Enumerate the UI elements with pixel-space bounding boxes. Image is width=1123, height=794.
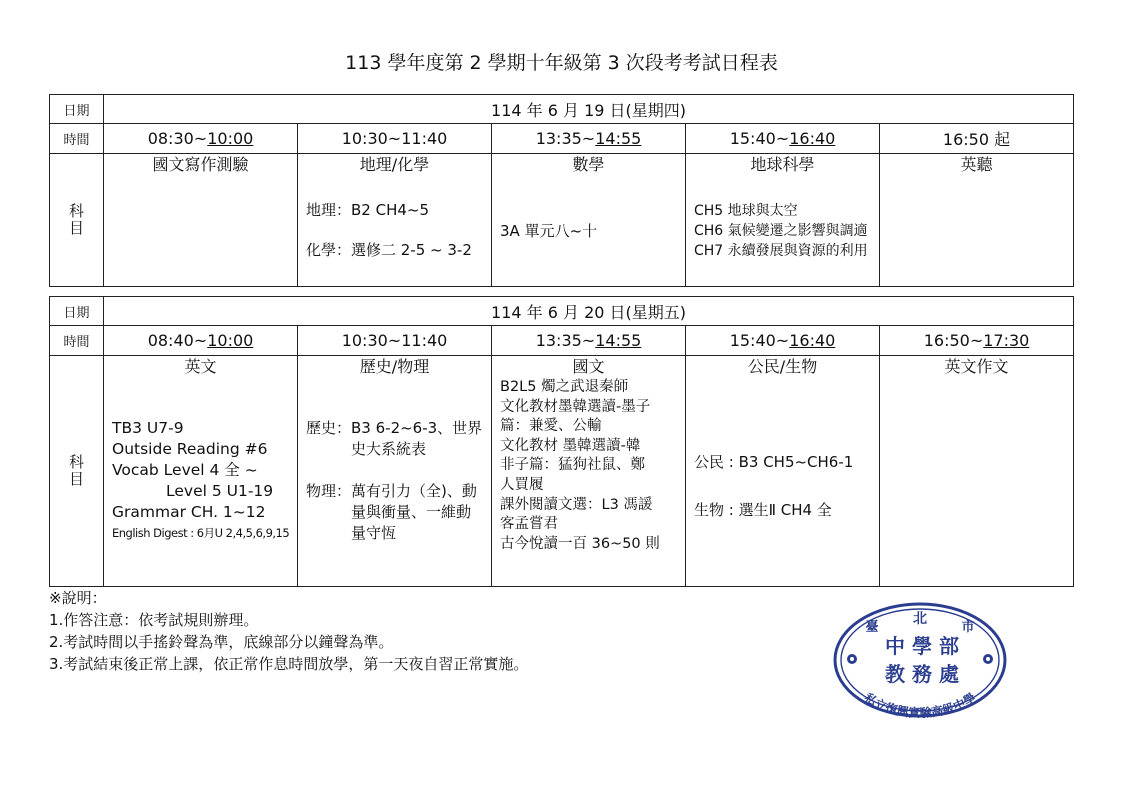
subject-label: 科 目 [50,356,104,587]
date-label: 日期 [50,95,104,124]
seal-text-bottom: 私立復興實驗高級中學 [861,690,979,719]
subject-name: 歷史/物理 [359,357,430,376]
time-slot: 16:50~17:30 [880,326,1074,356]
subject-label: 科 目 [50,154,104,287]
subject-line: 非子篇：猛狗社鼠、鄭 [500,457,645,474]
subject-line: 課外閱讀文選：L3 馮諼 [500,496,653,513]
subject-line: Grammar CH. 1~12 [112,503,266,521]
subject-name: 國文 [572,357,605,376]
physics-line: 物理： 萬有引力（全)、動量與衝量、一維動量守恆 [306,482,477,542]
exam-date: 114 年 6 月 20 日(星期五) [104,297,1074,326]
subject-line: CH6 氣候變遷之影響與調適 [694,223,868,239]
subject-line: 文化教材 墨韓選讀-韓 [500,437,641,454]
time-slot: 16:50 起 [880,124,1074,154]
subject-line: 文化教材墨韓選讀-墨子 [500,398,651,415]
school-seal [832,601,1008,719]
page-title: 113 學年度第 2 學期十年級第 3 次段考考試日程表 [345,52,778,74]
subject-cell [298,154,492,287]
seal-text-row2: 教 務 處 [885,662,959,686]
notes-heading: ※說明： [49,589,107,607]
subject-name: 數學 [572,155,605,174]
subject-cell [104,356,298,587]
subject-line: English Digest : 6月U 2,4,5,6,9,15 [112,526,290,540]
subject-line: Outside Reading #6 [112,440,268,458]
time-label: 時間 [50,124,104,154]
subject-name: 英聽 [960,155,993,174]
subject-name: 公民/生物 [747,357,818,376]
subject-line: 公民 : B3 CH5~CH6-1 [694,453,854,471]
subject-line: B2L5 燭之武退秦師 [500,379,629,395]
time-slot: 10:30~11:40 [298,326,492,356]
subject-line: 古今悅讀一百 36~50 則 [500,535,660,552]
subject-name: 地理/化學 [359,155,430,174]
time-slot: 13:35~14:55 [492,124,686,154]
subject-cell [686,356,880,587]
subject-name: 英文 [184,357,217,376]
subject-line: TB3 U7-9 [112,419,184,437]
seal-text-top-right: 市 [961,620,975,635]
subject-line: 人買履 [500,476,544,493]
subject-line: 化學：選修二 2-5 ~ 3-2 [306,241,472,259]
date-label: 日期 [50,297,104,326]
note-item: 3.考試結束後正常上課，依正常作息時間放學，第一天夜自習正常實施。 [49,655,529,673]
seal-text-row1: 中 學 部 [885,634,959,658]
subject-name: 國文寫作測驗 [152,155,249,174]
subject-cell [880,154,1074,287]
subject-line: 地理：B2 CH4~5 [306,201,430,219]
note-item: 1.作答注意：依考試規則辦理。 [49,611,259,629]
subject-line: 3A 單元八~十 [500,222,598,240]
subject-cell [492,356,686,587]
notes [49,587,528,675]
history-line: 歷史： B3 6-2~6-3、世界史大系統表 [306,419,483,458]
schedule-table-day2 [49,296,1074,587]
time-slot: 15:40~16:40 [686,326,880,356]
subject-line: Vocab Level 4 全 ~ [112,461,258,479]
schedule-table-day1 [49,94,1074,287]
subject-line: Level 5 U1-19 [166,482,274,500]
time-label: 時間 [50,326,104,356]
subject-cell [104,154,298,287]
time-slot: 10:30~11:40 [298,124,492,154]
subject-name: 英文作文 [944,357,1009,376]
time-slot: 15:40~16:40 [686,124,880,154]
subject-line: 客孟嘗君 [500,516,558,533]
subject-line: CH5 地球與太空 [694,203,798,219]
time-slot: 13:35~14:55 [492,326,686,356]
seal-text-top: 北 [913,611,927,627]
seal-text-top-left: 臺 [865,620,879,635]
subject-line: 生物 : 選生Ⅱ CH4 全 [694,501,832,519]
subject-cell [880,356,1074,587]
subject-cell [686,154,880,287]
subject-line: 篇：兼愛、公輸 [500,418,602,435]
exam-date: 114 年 6 月 19 日(星期四) [104,95,1074,124]
subject-cell [298,356,492,587]
time-slot: 08:40~10:00 [104,326,298,356]
subject-name: 地球科學 [750,155,815,174]
time-slot: 08:30~10:00 [104,124,298,154]
subject-cell [492,154,686,287]
note-item: 2.考試時間以手搖鈴聲為準，底線部分以鐘聲為準。 [49,633,394,651]
subject-line: CH7 永續發展與資源的利用 [694,243,868,259]
